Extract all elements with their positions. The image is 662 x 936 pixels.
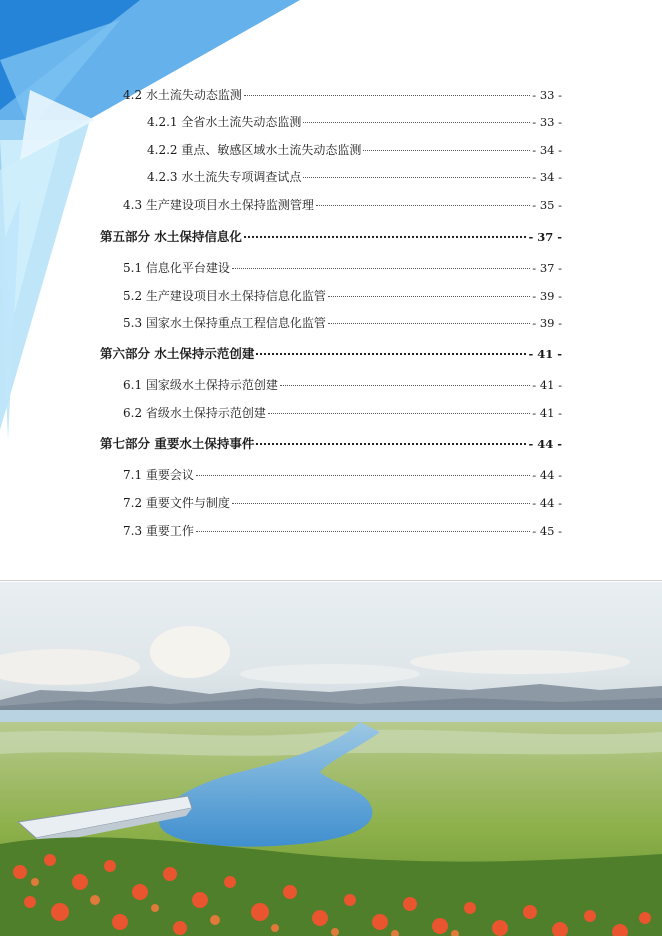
- toc-entry-page: - 33 -: [532, 115, 562, 129]
- toc-entry-page: - 34 -: [532, 143, 562, 157]
- corner-decoration: [0, 0, 320, 440]
- toc-entry[interactable]: [147, 170, 562, 184]
- toc-entry-label: 4.2.2 重点、敏感区域水土流失动态监测: [147, 143, 362, 157]
- toc-part-heading[interactable]: [100, 437, 562, 451]
- toc-entry[interactable]: [123, 198, 562, 212]
- toc-entry-page: - 44 -: [532, 496, 562, 510]
- toc-entry[interactable]: [123, 261, 562, 275]
- toc-entry-page: - 41 -: [532, 378, 562, 392]
- toc-entry-label: 5.3 国家水土保持重点工程信息化监管: [123, 316, 326, 330]
- toc-leader-dots: [303, 176, 530, 178]
- toc-entry[interactable]: [123, 496, 562, 510]
- toc-entry[interactable]: [123, 316, 562, 330]
- toc-entry-page: - 35 -: [532, 198, 562, 212]
- toc-entry[interactable]: [147, 115, 562, 129]
- toc-entry-page: - 45 -: [532, 524, 562, 538]
- toc-leader-dots: [196, 530, 530, 532]
- toc-entry-page: - 44 -: [532, 468, 562, 482]
- toc-entry-label: 4.2 水土流失动态监测: [123, 88, 242, 102]
- toc-leader-dots: [256, 442, 526, 445]
- toc-leader-dots: [280, 384, 530, 386]
- toc-part-heading[interactable]: [100, 230, 562, 244]
- toc-entry[interactable]: [123, 468, 562, 482]
- toc-entry-page: - 44 -: [528, 437, 562, 451]
- toc-leader-dots: [244, 94, 530, 96]
- toc-entry-label: 6.1 国家级水土保持示范创建: [123, 378, 278, 392]
- toc-entry[interactable]: [123, 524, 562, 538]
- toc-part-heading[interactable]: [100, 347, 562, 361]
- toc-leader-dots: [363, 149, 530, 151]
- toc-entry-label: 6.2 省级水土保持示范创建: [123, 406, 266, 420]
- toc-entry-page: - 37 -: [532, 261, 562, 275]
- toc-leader-dots: [303, 121, 530, 123]
- lake-landscape-photo: [0, 582, 662, 936]
- toc-leader-dots: [256, 352, 526, 355]
- toc-leader-dots: [232, 502, 530, 504]
- toc-leader-dots: [244, 235, 527, 238]
- toc-entry-label: 7.1 重要会议: [123, 468, 194, 482]
- toc-entry-page: - 39 -: [532, 289, 562, 303]
- toc-entry-label: 7.3 重要工作: [123, 524, 194, 538]
- toc-leader-dots: [232, 267, 530, 269]
- toc-entry-page: - 33 -: [532, 88, 562, 102]
- toc-entry-label: 第六部分 水土保持示范创建: [100, 346, 255, 361]
- toc-entry-label: 5.2 生产建设项目水土保持信息化监管: [123, 289, 326, 303]
- toc-entry[interactable]: [147, 143, 562, 157]
- toc-entry-page: - 39 -: [532, 316, 562, 330]
- toc-entry-page: - 41 -: [528, 347, 562, 361]
- toc-entry-label: 4.2.1 全省水土流失动态监测: [147, 115, 302, 129]
- toc-entry[interactable]: [123, 289, 562, 303]
- toc-entry[interactable]: [123, 378, 562, 392]
- toc-entry-label: 第五部分 水土保持信息化: [100, 229, 242, 244]
- toc-entry-label: 第七部分 重要水土保持事件: [100, 436, 255, 451]
- toc-entry[interactable]: [123, 88, 562, 102]
- toc-leader-dots: [316, 204, 530, 206]
- toc-leader-dots: [268, 412, 530, 414]
- toc-entry-page: - 37 -: [528, 230, 562, 244]
- toc-entry-label: 7.2 重要文件与制度: [123, 496, 230, 510]
- toc-entry-label: 5.1 信息化平台建设: [123, 261, 230, 275]
- section-divider: [0, 580, 662, 581]
- toc-entry-page: - 34 -: [532, 170, 562, 184]
- toc-entry-label: 4.2.3 水土流失专项调查试点: [147, 170, 302, 184]
- toc-leader-dots: [328, 322, 530, 324]
- toc-entry-page: - 41 -: [532, 406, 562, 420]
- toc-leader-dots: [328, 295, 530, 297]
- toc-entry[interactable]: [123, 406, 562, 420]
- toc-entry-label: 4.3 生产建设项目水土保持监测管理: [123, 198, 314, 212]
- toc-leader-dots: [196, 474, 530, 476]
